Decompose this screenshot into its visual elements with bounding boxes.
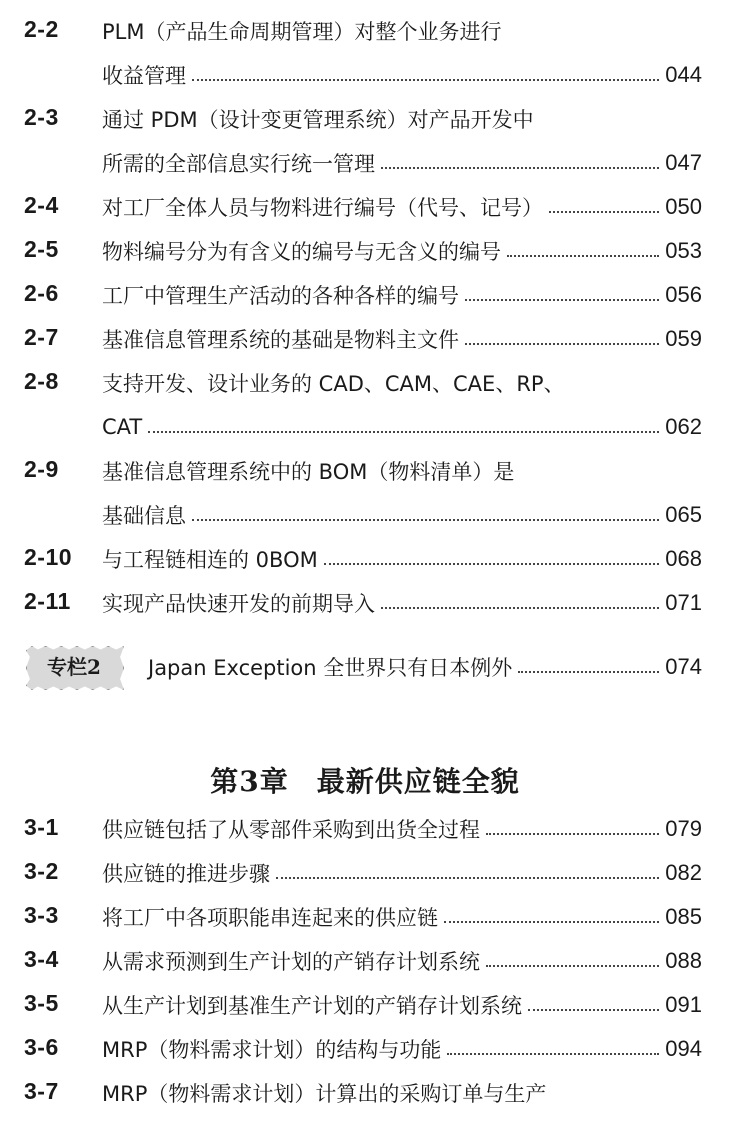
entry-title: 从需求预测到生产计划的产销存计划系统 088 bbox=[102, 948, 702, 974]
leader-dots bbox=[381, 167, 659, 169]
entry-title: 从生产计划到基准生产计划的产销存计划系统 091 bbox=[102, 992, 702, 1018]
leader-dots bbox=[528, 1009, 659, 1011]
leader-dots bbox=[549, 211, 659, 213]
entry-title-continued: 基础信息 065 bbox=[102, 502, 702, 528]
entry-title: 支持开发、设计业务的 CAD、CAM、CAE、RP、 bbox=[102, 372, 565, 396]
entry-number: 3-5 bbox=[24, 990, 59, 1016]
entry-number: 3-7 bbox=[24, 1078, 59, 1104]
entry-number: 2-4 bbox=[24, 192, 59, 218]
entry-title: 将工厂中各项职能串连起来的供应链 085 bbox=[102, 904, 702, 930]
entry-number: 2-9 bbox=[24, 456, 59, 482]
page-number: 079 bbox=[665, 816, 702, 841]
leader-dots bbox=[518, 671, 659, 673]
entry-number: 2-11 bbox=[24, 588, 71, 614]
entry-title: PLM（产品生命周期管理）对整个业务进行 bbox=[102, 20, 502, 44]
leader-dots bbox=[148, 431, 659, 433]
leader-dots bbox=[381, 607, 659, 609]
column-entry[interactable] bbox=[0, 644, 730, 694]
entry-title: 物料编号分为有含义的编号与无含义的编号 053 bbox=[102, 238, 702, 264]
page-number: 059 bbox=[665, 326, 702, 351]
entry-title: 与工程链相连的 0BOM 068 bbox=[102, 546, 702, 572]
entry-title: 实现产品快速开发的前期导入 071 bbox=[102, 590, 702, 616]
chapter-heading bbox=[0, 760, 730, 800]
leader-dots bbox=[447, 1053, 659, 1055]
entry-number: 2-3 bbox=[24, 104, 59, 130]
page-number: 088 bbox=[665, 948, 702, 973]
entry-number: 2-6 bbox=[24, 280, 59, 306]
entry-number: 3-1 bbox=[24, 814, 59, 840]
entry-number: 3-3 bbox=[24, 902, 59, 928]
leader-dots bbox=[192, 79, 659, 81]
page-number: 062 bbox=[665, 414, 702, 439]
page-number: 065 bbox=[665, 502, 702, 527]
entry-number: 2-5 bbox=[24, 236, 59, 262]
leader-dots bbox=[486, 833, 659, 835]
entry-title: 工厂中管理生产活动的各种各样的编号 056 bbox=[102, 282, 702, 308]
entry-title: 供应链包括了从零部件采购到出货全过程 079 bbox=[102, 816, 702, 842]
page-number: 050 bbox=[665, 194, 702, 219]
entry-number: 3-2 bbox=[24, 858, 59, 884]
entry-title-continued: 收益管理 044 bbox=[102, 62, 702, 88]
entry-title-continued: CAT 062 bbox=[102, 414, 702, 439]
chapter-label: 第3章 bbox=[210, 765, 289, 798]
page-number: 053 bbox=[665, 238, 702, 263]
leader-dots bbox=[192, 519, 659, 521]
leader-dots bbox=[507, 255, 659, 257]
entry-title: MRP（物料需求计划）计算出的采购订单与生产 bbox=[102, 1082, 547, 1106]
entry-title: 供应链的推进步骤 082 bbox=[102, 860, 702, 886]
entry-title: 基准信息管理系统中的 BOM（物料清单）是 bbox=[102, 460, 515, 484]
entry-title: 对工厂全体人员与物料进行编号（代号、记号） 050 bbox=[102, 194, 702, 220]
leader-dots bbox=[444, 921, 659, 923]
page-number: 068 bbox=[665, 546, 702, 571]
column-badge: 专栏2 bbox=[47, 655, 101, 679]
page-number: 071 bbox=[665, 590, 702, 615]
page-number: 047 bbox=[665, 150, 702, 175]
page-number: 085 bbox=[665, 904, 702, 929]
entry-title: 通过 PDM（设计变更管理系统）对产品开发中 bbox=[102, 108, 534, 132]
leader-dots bbox=[324, 563, 660, 565]
entry-title-continued: 所需的全部信息实行统一管理 047 bbox=[102, 150, 702, 176]
chapter-title: 最新供应链全貌 bbox=[316, 765, 520, 798]
entry-number: 2-2 bbox=[24, 16, 59, 42]
entry-number: 3-4 bbox=[24, 946, 59, 972]
entry-title: 基准信息管理系统的基础是物料主文件 059 bbox=[102, 326, 702, 352]
entry-number: 2-8 bbox=[24, 368, 59, 394]
page-number: 056 bbox=[665, 282, 702, 307]
page-number: 044 bbox=[665, 62, 702, 87]
entry-number: 2-7 bbox=[24, 324, 59, 350]
entry-title: MRP（物料需求计划）的结构与功能 094 bbox=[102, 1036, 702, 1062]
page-number: 091 bbox=[665, 992, 702, 1017]
leader-dots bbox=[276, 877, 659, 879]
page-number: 082 bbox=[665, 860, 702, 885]
leader-dots bbox=[465, 343, 659, 345]
page-number: 094 bbox=[665, 1036, 702, 1061]
page-number: 074 bbox=[665, 654, 702, 679]
entry-number: 2-10 bbox=[24, 544, 73, 570]
column-title: Japan Exception 全世界只有日本例外 074 bbox=[148, 654, 702, 680]
leader-dots bbox=[465, 299, 659, 301]
entry-number: 3-6 bbox=[24, 1034, 59, 1060]
leader-dots bbox=[486, 965, 659, 967]
